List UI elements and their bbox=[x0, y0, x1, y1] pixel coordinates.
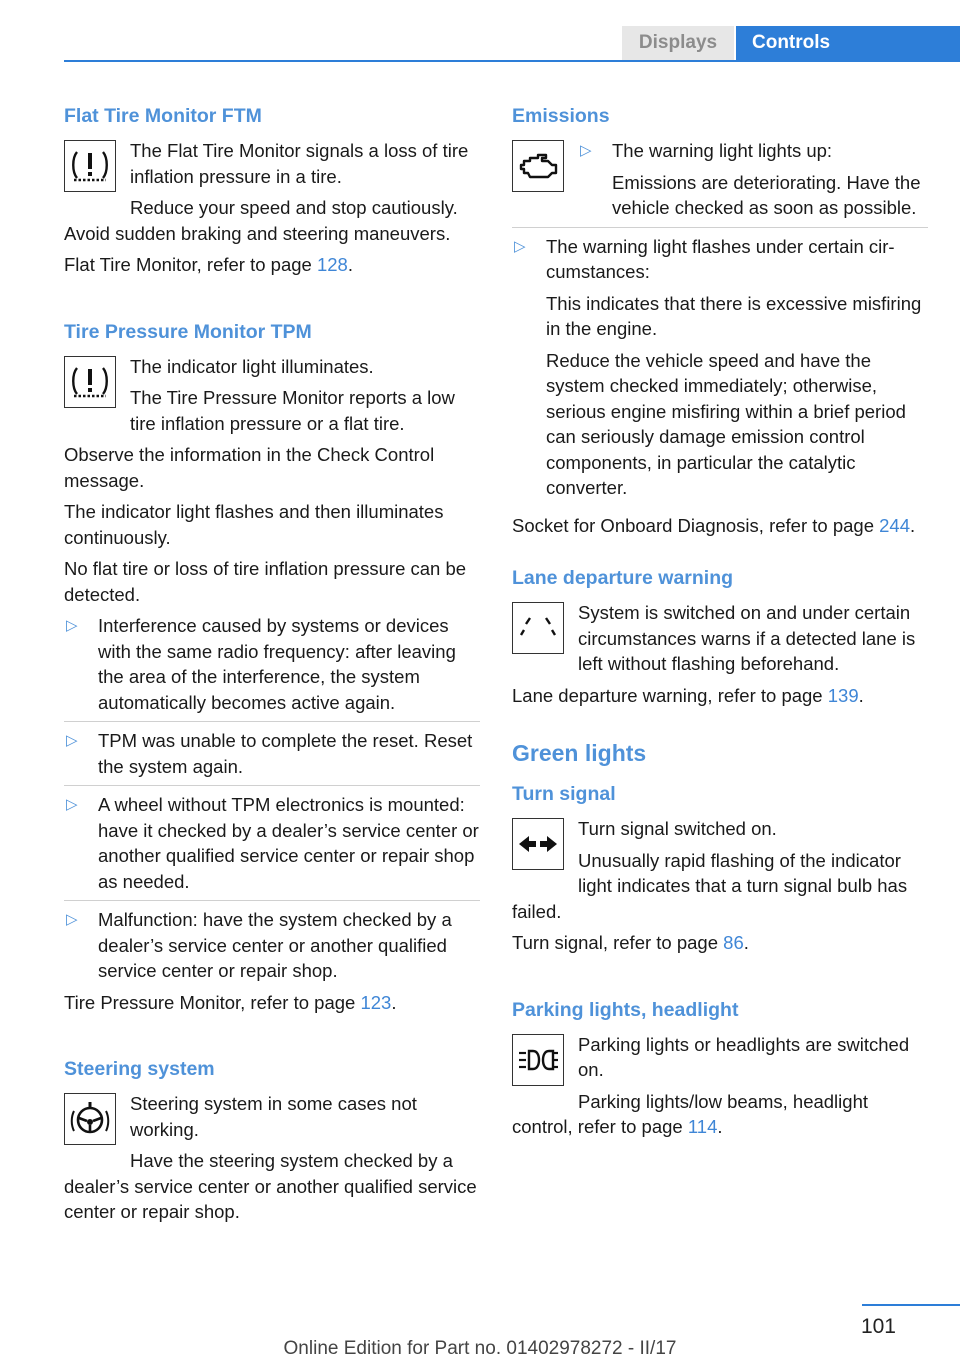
emissions-heading: Emissions bbox=[512, 105, 610, 127]
parking-lights-icon bbox=[512, 1034, 564, 1086]
tpm-bullet-text: A wheel without TPM electronics is mounted: have it checked by a dealer’s service center or another qualified service center or repair shop as needed. bbox=[98, 794, 479, 892]
turn-signal-icon bbox=[512, 818, 564, 870]
header-rule bbox=[64, 60, 960, 62]
tpm-block bbox=[64, 354, 480, 443]
emissions-item2-title: The warning light flashes under certain circumstances: bbox=[546, 235, 895, 282]
green-lights-heading: Green lights bbox=[512, 740, 647, 766]
tire-pressure-icon bbox=[64, 356, 116, 408]
tpm-text-4: The indicator light flashes and then illuminates continuously. bbox=[64, 501, 444, 548]
tpm-bullet-1: ▷ Interference caused by systems or devices with the same radio frequency: after leaving the area of the interference, the system automatically becomes active again. bbox=[64, 613, 480, 722]
ftm-text-1: The Flat Tire Monitor signals a loss of tire inflation pressure in a tire. bbox=[130, 140, 469, 187]
turn-signal-text-1: Turn signal switched on. bbox=[578, 818, 777, 839]
obd-ref-text: Socket for Onboard Diagnosis, refer to page bbox=[512, 514, 880, 536]
lane-text-1: System is switched on and under certain circumstances warns if a detected lane is left without flashing beforehand. bbox=[578, 602, 916, 674]
obd-reference: Socket for Onboard Diagnosis, refer to page 244. bbox=[512, 514, 916, 536]
tire-warning-icon bbox=[64, 140, 116, 192]
turn-signal-heading: Turn signal bbox=[512, 783, 616, 805]
tpm-reference: Tire Pressure Monitor, refer to page 123. bbox=[64, 991, 397, 1013]
parking-lights-block bbox=[512, 1032, 928, 1146]
tpm-ref-text: Tire Pressure Monitor, refer to page bbox=[64, 991, 361, 1013]
steering-wheel-warning-icon bbox=[64, 1093, 116, 1145]
tpm-text-3: Observe the information in the Check Control message. bbox=[64, 444, 435, 491]
tab-displays[interactable]: Displays bbox=[622, 26, 734, 60]
steering-block bbox=[64, 1091, 480, 1231]
tpm-bullet-2: ▷ TPM was unable to complete the reset. Reset the system again. bbox=[64, 728, 480, 786]
tpm-bullet-text: Interference caused by systems or devices with the same radio frequency: after leaving the area of the interference, the system automatically becomes active again. bbox=[98, 615, 456, 713]
left-column bbox=[64, 102, 480, 1231]
lane-reference: Lane departure warning, refer to page 139. bbox=[512, 684, 864, 706]
tab-controls[interactable]: Controls bbox=[736, 26, 960, 62]
tpm-page-link[interactable]: 123 bbox=[360, 991, 392, 1013]
tpm-text-2: The Tire Pressure Monitor reports a low tire inflation pressure or a flat tire. bbox=[130, 387, 455, 434]
parking-ref-text: Parking lights/low beams, headlight control, refer to page bbox=[512, 1090, 868, 1137]
right-column bbox=[512, 102, 928, 1146]
emissions-item2-p1: This indicates that there is excessive misfiring in the engine. bbox=[546, 292, 922, 339]
tpm-text-1: The indicator light illuminates. bbox=[130, 355, 374, 377]
page-number: 101 bbox=[860, 1315, 896, 1338]
turn-ref-text: Turn signal, refer to page bbox=[512, 932, 724, 953]
emissions-item2-p2: Reduce the vehicle speed and have the system checked immediately; otherwise, serious engine misfiring within a brief period can seriously damage emission control components, in particular the catalytic converter. bbox=[546, 349, 906, 498]
lane-block bbox=[512, 600, 928, 683]
emissions-item1-body: Emissions are deteriorating. Have the vehicle checked as soon as possible. bbox=[612, 171, 921, 218]
ftm-reference: Flat Tire Monitor, refer to page 128. bbox=[64, 254, 353, 275]
engine-check-icon bbox=[512, 140, 564, 192]
emissions-bullet-2: ▷ The warning light flashes under certain circumstances: This indicates that there is excessive misfiring in the engine. Reduce the vehicle speed and have the system checked immediately; otherwise, serious engine misfiring within a brief period can seriously damage emission control components, in particular the catalytic converter. bbox=[512, 234, 928, 501]
parking-lights-text-2: Parking lights/low beams, headlight control, refer to page 114. bbox=[512, 1090, 868, 1137]
ftm-ref-text: Flat Tire Monitor, refer to page bbox=[64, 254, 317, 275]
parking-lights-heading: Parking lights, headlight bbox=[512, 998, 739, 1021]
obd-page-link[interactable]: 244 bbox=[879, 514, 910, 536]
lane-ref-text: Lane departure warning, refer to page bbox=[512, 684, 828, 706]
footer-rule bbox=[862, 1304, 960, 1306]
lane-page-link[interactable]: 139 bbox=[827, 684, 859, 706]
lane-heading: Lane departure warning bbox=[512, 567, 734, 589]
emissions-item1-title: The warning light lights up: bbox=[612, 140, 833, 161]
turn-signal-block bbox=[512, 816, 928, 930]
ftm-block bbox=[64, 138, 480, 252]
steering-text-1: Steering system in some cases not working. bbox=[130, 1093, 417, 1140]
ftm-heading: Flat Tire Monitor FTM bbox=[64, 105, 262, 127]
tpm-bullet-text: Malfunction: have the system checked by a dealer’s service center or another qualified service center or repair shop. bbox=[98, 909, 452, 981]
ftm-text-2: Reduce your speed and stop cautiously. Avoid sudden braking and steering maneuvers. bbox=[64, 197, 458, 244]
steering-heading: Steering system bbox=[64, 1058, 215, 1080]
ftm-page-link[interactable]: 128 bbox=[316, 254, 348, 275]
turn-page-link[interactable]: 86 bbox=[723, 932, 744, 953]
tpm-text-5: No flat tire or loss of tire inflation pressure can be detected. bbox=[64, 558, 467, 605]
emissions-item-1 bbox=[512, 138, 928, 228]
tpm-bullet-4: ▷ Malfunction: have the system checked by a dealer’s service center or another qualified service center or repair shop. bbox=[66, 909, 452, 981]
tpm-bullet-text: TPM was unable to complete the reset. Reset the system again. bbox=[98, 730, 473, 777]
lane-departure-icon bbox=[512, 602, 564, 654]
parking-lights-text-1: Parking lights or headlights are switched on. bbox=[578, 1033, 910, 1080]
emissions-bullet-1: ▷ The warning light lights up: Emissions are deteriorating. Have the vehicle checked as soon as possible. bbox=[578, 138, 928, 221]
parking-page-link[interactable]: 114 bbox=[687, 1116, 718, 1137]
steering-text-2: Have the steering system checked by a dealer’s service center or another qualified service center or repair shop. bbox=[64, 1150, 477, 1222]
turn-signal-reference: Turn signal, refer to page 86. bbox=[512, 932, 749, 953]
turn-signal-text-2: Unusually rapid flashing of the indicator light indicates that a turn signal bulb has failed. bbox=[512, 849, 908, 922]
edition-footer: Online Edition for Part no. 01402978272 - II/17 bbox=[283, 1338, 677, 1359]
tpm-heading: Tire Pressure Monitor TPM bbox=[64, 320, 312, 343]
tpm-bullet-3: ▷ A wheel without TPM electronics is mounted: have it checked by a dealer’s service center or another qualified service center or repair shop as needed. bbox=[64, 792, 480, 901]
